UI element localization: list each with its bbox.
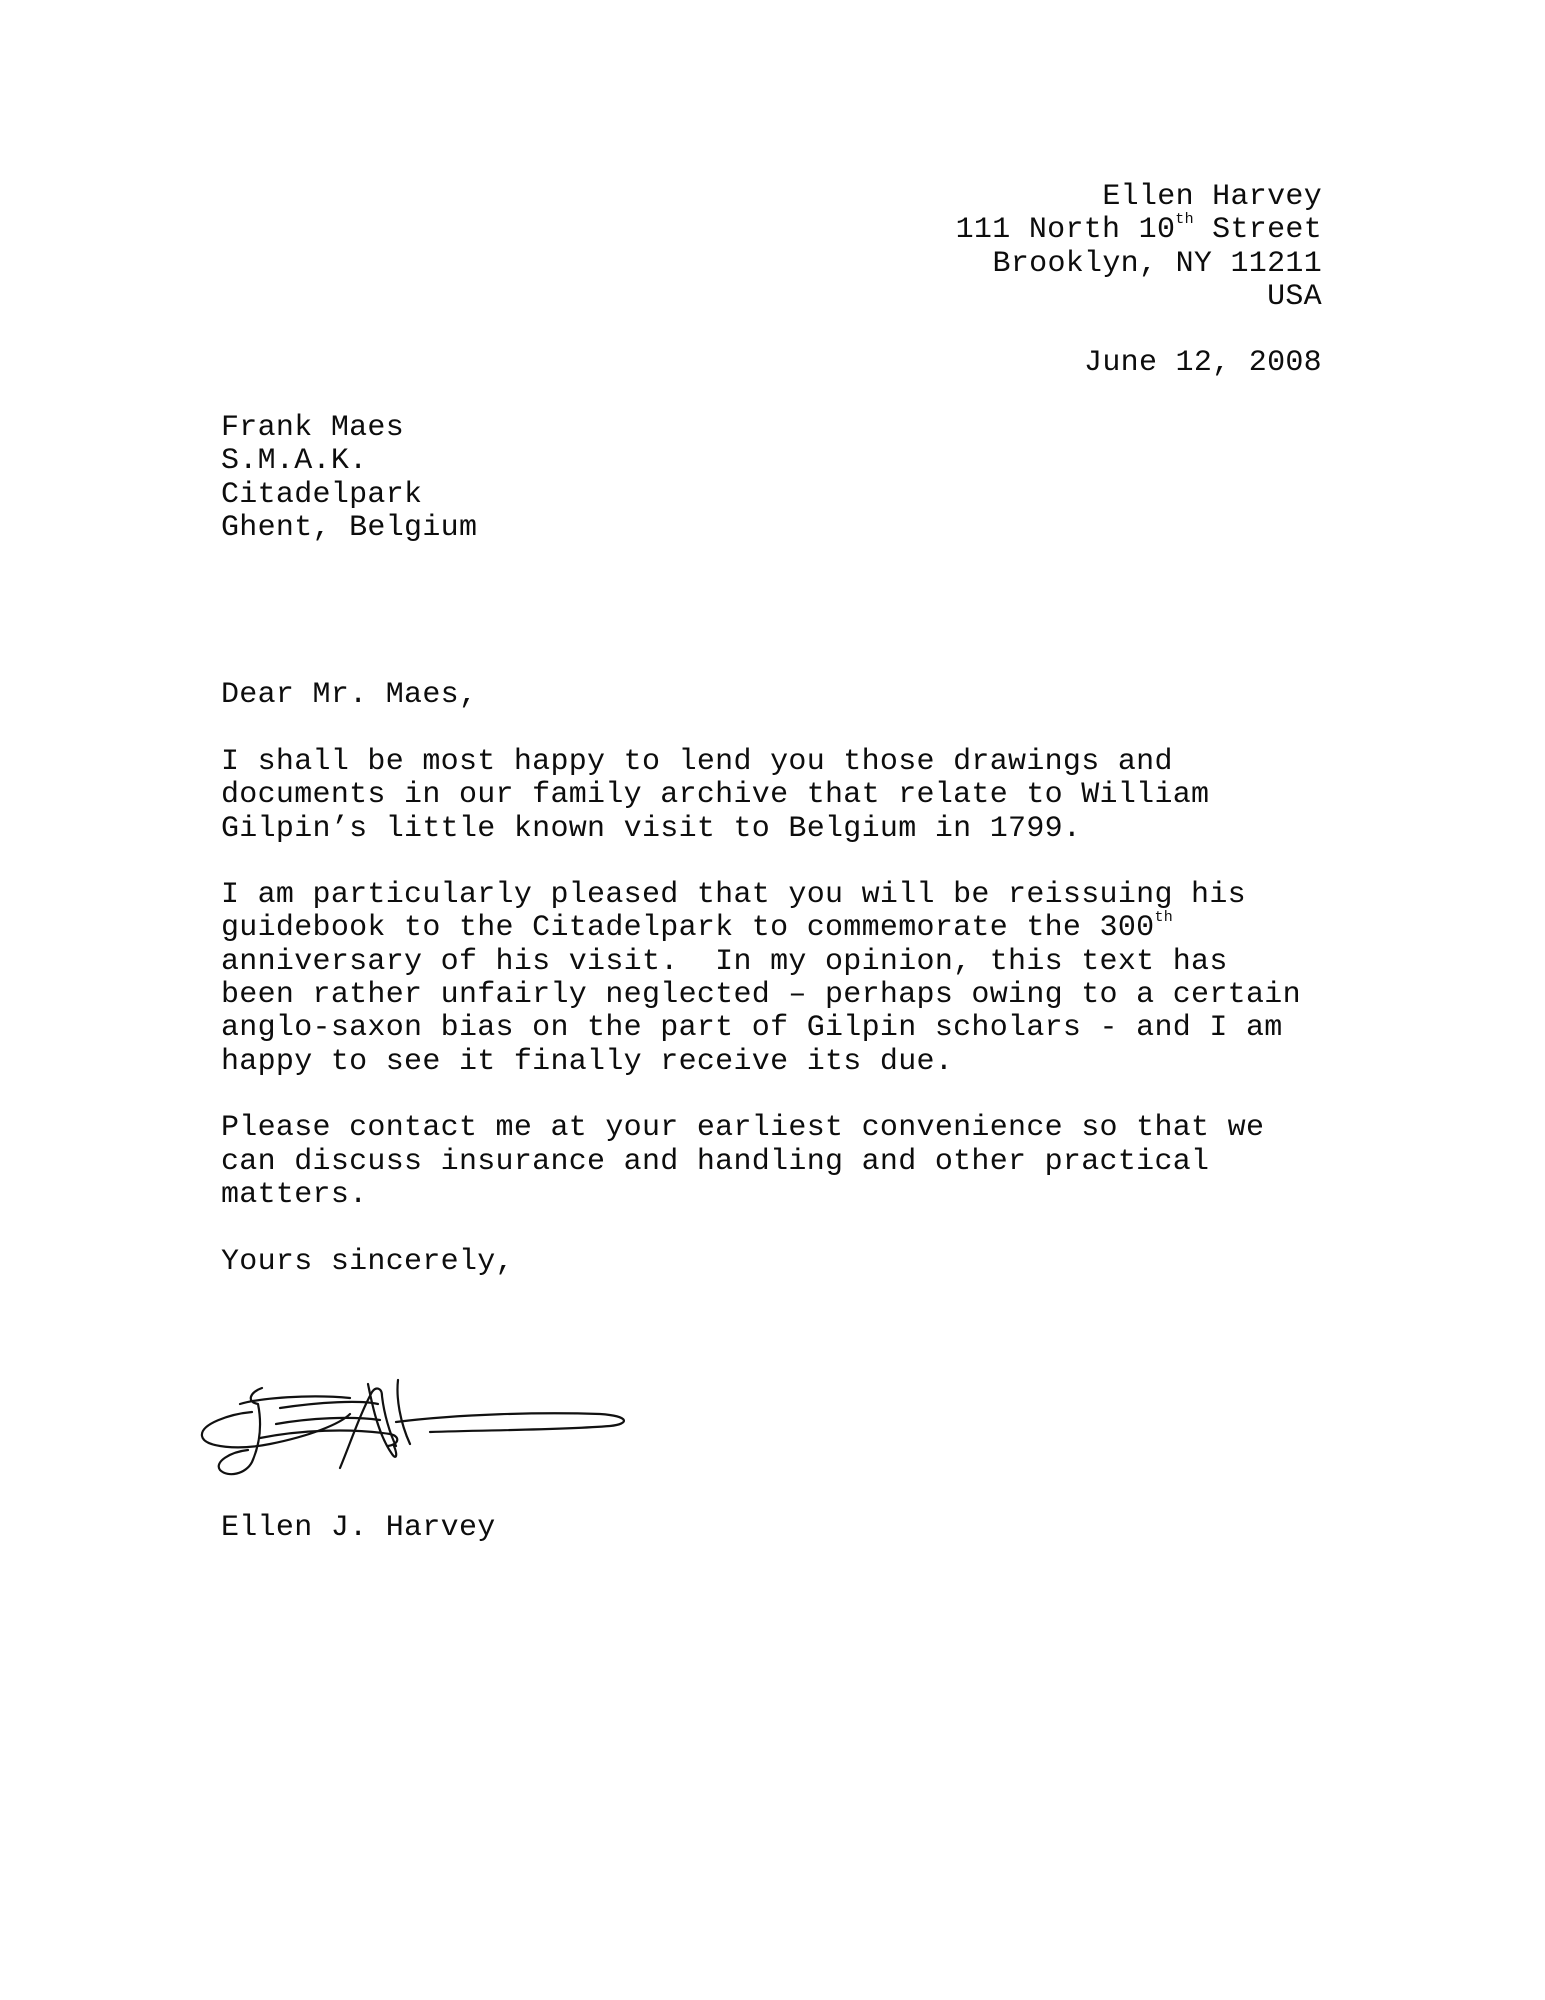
sender-name: Ellen Harvey [1102, 180, 1322, 214]
letter-date: June 12, 2008 [1084, 346, 1322, 380]
sender-country: USA [1267, 280, 1322, 314]
salutation: Dear Mr. Maes, [221, 678, 478, 712]
paragraph1-line: documents in our family archive that relate to William [221, 778, 1210, 812]
paragraph3-line: matters. [221, 1178, 368, 1212]
street-ordinal-suffix: th [1175, 211, 1194, 228]
closing: Yours sincerely, [221, 1245, 514, 1279]
paragraph2-line: anniversary of his visit. In my opinion, this text has [221, 945, 1228, 979]
paragraph2-line: been rather unfairly neglected – perhaps owing to a certain [221, 978, 1301, 1012]
recipient-city: Ghent, Belgium [221, 511, 478, 545]
paragraph1-line: Gilpin’s little known visit to Belgium in 1799. [221, 812, 1082, 846]
paragraph3-line: Please contact me at your earliest convenience so that we [221, 1111, 1265, 1145]
recipient-place: Citadelpark [221, 478, 423, 512]
signature-name: Ellen J. Harvey [221, 1511, 496, 1545]
paragraph3-line: can discuss insurance and handling and other practical [221, 1145, 1210, 1179]
sender-city: Brooklyn, NY 11211 [992, 247, 1322, 281]
recipient-org: S.M.A.K. [221, 444, 368, 478]
paragraph2-line: happy to see it finally receive its due. [221, 1045, 954, 1079]
handwritten-signature [200, 1374, 625, 1482]
sender-street: 111 North 10th Street [955, 211, 1322, 247]
paragraph1-line: I shall be most happy to lend you those drawings and [221, 745, 1173, 779]
paragraph2-line: anglo-saxon bias on the part of Gilpin scholars - and I am [221, 1011, 1283, 1045]
paragraph2-line: guidebook to the Citadelpark to commemorate the 300th [221, 909, 1174, 945]
paragraph2-line: I am particularly pleased that you will be reissuing his [221, 878, 1246, 912]
anniversary-ordinal-suffix: th [1154, 909, 1174, 926]
recipient-name: Frank Maes [221, 411, 405, 445]
